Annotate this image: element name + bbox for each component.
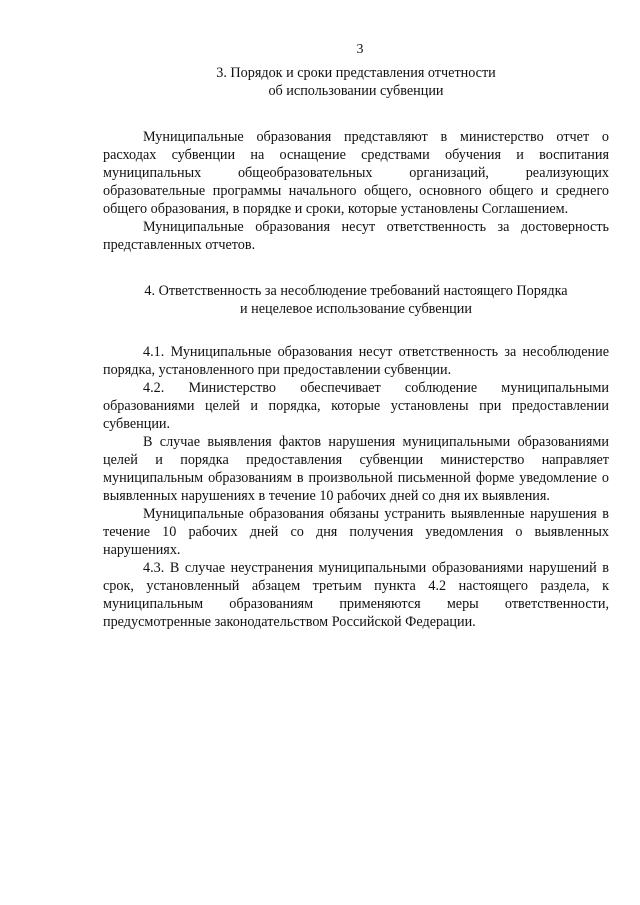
clause-4-2-paragraph-2: В случае выявления фактов нарушения муниципальными образованиями целей и порядка предоставления субвенции министерство направляет муниципальным образованиям в произвольной письменной форме уведомление о выявленных нарушениях в течение 10 рабочих дней со дня их выявления. bbox=[103, 434, 609, 504]
section-3-title-line-2: об использовании субвенции bbox=[268, 83, 444, 99]
section-4-title-line-1: 4. Ответственность за несоблюдение требований настоящего Порядка bbox=[144, 283, 568, 299]
section-3-paragraph-1: Муниципальные образования представляют в министерство отчет о расходах субвенции на оснащение средствами обучения и воспитания муниципальных общеобразовательных организаций, реализующих образовательные программы начального общего, основного общего и среднего общего образования, в порядке и сроки, которые установлены Соглашением. bbox=[103, 129, 609, 217]
document-body bbox=[103, 64, 609, 631]
clause-4-2-paragraph-3: Муниципальные образования обязаны устранить выявленные нарушения в течение 10 рабочих дней со дня получения уведомления о выявленных нарушениях. bbox=[103, 506, 609, 558]
section-3-title-line-1: 3. Порядок и сроки представления отчетности bbox=[216, 65, 496, 81]
section-4-heading bbox=[103, 282, 609, 318]
section-3-heading bbox=[103, 64, 609, 100]
section-3-paragraph-2: Муниципальные образования несут ответственность за достоверность представленных отчетов. bbox=[103, 219, 609, 253]
clause-4-1: 4.1. Муниципальные образования несут ответственность за несоблюдение порядка, установленного при предоставлении субвенции. bbox=[103, 344, 609, 378]
clause-4-3: 4.3. В случае неустранения муниципальными образованиями нарушений в срок, установленный абзацем третьим пункта 4.2 настоящего раздела, к муниципальным образованиям применяются меры ответственности, предусмотренные законодательством Российской Федерации. bbox=[103, 560, 609, 630]
clause-4-2: 4.2. Министерство обеспечивает соблюдение муниципальными образованиями целей и порядка, которые установлены при предоставлении субвенции. bbox=[103, 380, 609, 432]
section-4-title-line-2: и нецелевое использование субвенции bbox=[240, 301, 472, 317]
page-number: 3 bbox=[356, 42, 364, 57]
